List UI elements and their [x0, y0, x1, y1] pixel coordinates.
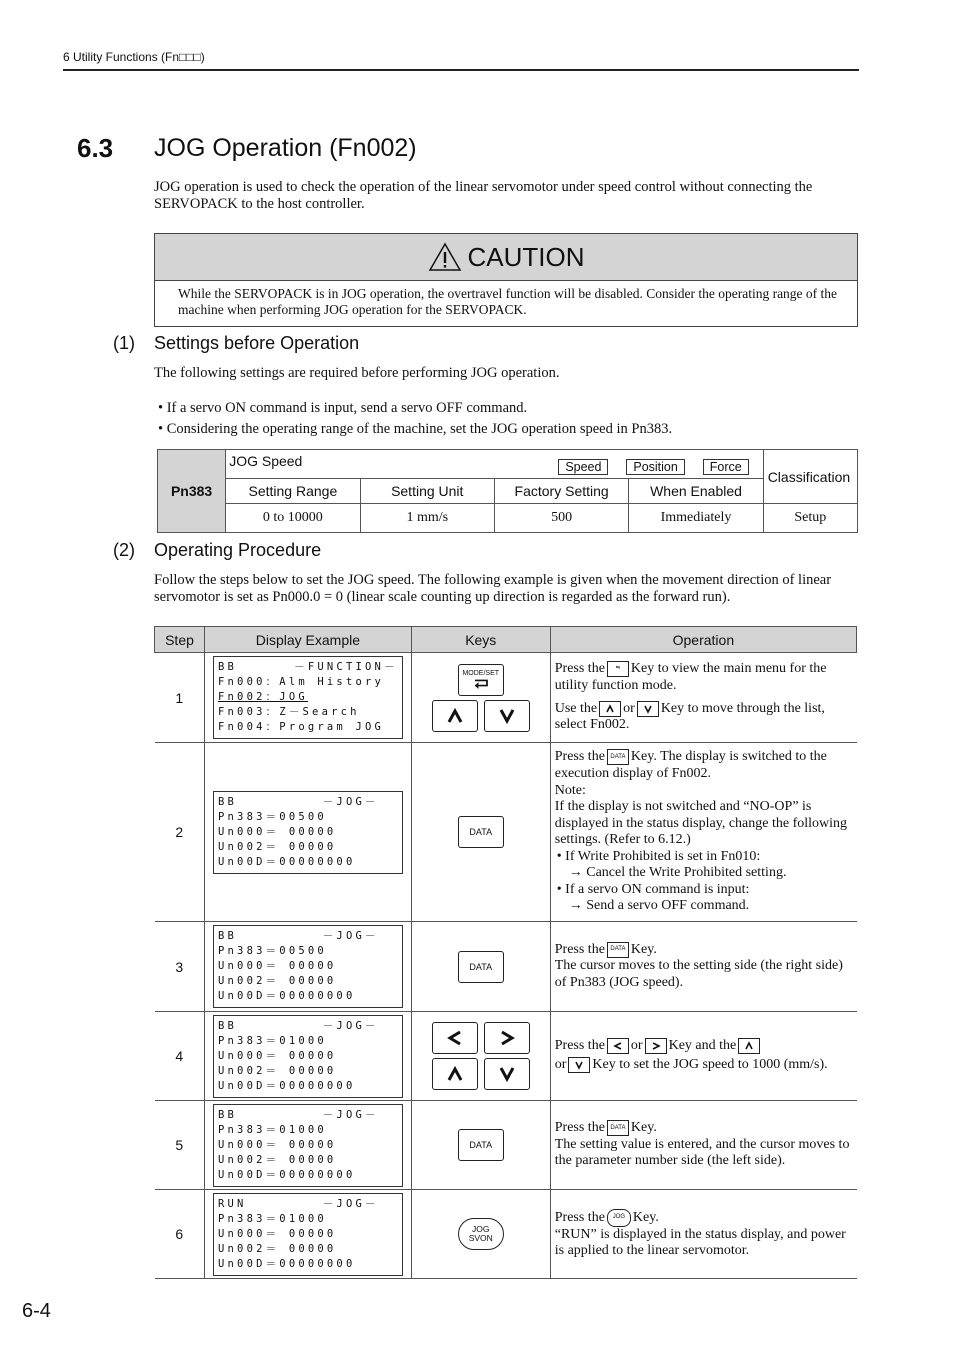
setting-range-header: Setting Range	[226, 479, 360, 504]
right-key[interactable]	[484, 1022, 530, 1054]
operation-cell: Press the DATA Key. The display is switched to the execution display of Fn002. Note: If the display is not switched and “NO-OP” is displayed in the status display, change the following settings. (Refer to 6.12.) • If Write Prohibited is set in Fn010: → Cancel the Write Prohibited setting. • If a servo ON command is input: → Send a servo OFF command.	[550, 743, 856, 922]
data-key-icon: DATA	[607, 749, 629, 765]
down-key-icon	[637, 701, 659, 717]
data-key[interactable]: DATA	[458, 816, 504, 848]
up-key[interactable]	[432, 700, 478, 732]
down-key-icon	[568, 1057, 590, 1073]
caution-header	[155, 234, 857, 281]
subsection-2-title: Operating Procedure	[154, 540, 322, 560]
parameter-name-cell	[226, 450, 764, 479]
step-header: Step	[155, 627, 205, 653]
keys-cell	[411, 1012, 550, 1101]
keys-header: Keys	[411, 627, 550, 653]
lcd-display: BB －JOG－ Pn383＝01000 Un000＝ 00000 Un002＝ 00000 Un00D＝00000000	[213, 1104, 403, 1187]
jog-svon-key[interactable]: JOG SVON	[458, 1218, 504, 1250]
right-arrow-icon	[496, 1028, 518, 1048]
mode-set-key[interactable]: MODE/SET	[458, 664, 504, 696]
bullet-item: • If a servo ON command is input, send a servo OFF command.	[158, 400, 528, 416]
left-key-icon	[607, 1038, 629, 1054]
operation-cell: Press the JOG Key. “RUN” is displayed in the status display, and power is applied to the linear servomotor.	[550, 1190, 856, 1279]
caution-title: CAUTION	[467, 241, 585, 272]
subsection-1-number: (1)	[113, 333, 135, 353]
data-key-icon: DATA	[607, 1120, 629, 1136]
subsection-2-lead: Follow the steps below to set the JOG speed. The following example is given when the movement direction of linear servomotor is set as Pn000.0 = 0 (linear scale counting up direction is regarded as the forward run).	[154, 572, 832, 605]
table-row	[155, 1012, 857, 1101]
cycle-icon	[470, 677, 492, 689]
procedure-table	[154, 626, 857, 1279]
setting-range-value: 0 to 10000	[226, 504, 360, 533]
step-number: 1	[155, 653, 205, 743]
setting-unit-value: 1 mm/s	[360, 504, 494, 533]
page-number: 6-4	[22, 1300, 51, 1322]
display-cell	[205, 1012, 412, 1101]
classification-header: Classification	[763, 450, 857, 504]
warning-icon	[428, 242, 462, 272]
factory-setting-value: 500	[494, 504, 628, 533]
data-key[interactable]: DATA	[458, 1129, 504, 1161]
jog-svon-key-icon: JOG	[607, 1209, 631, 1227]
operation-cell: Press the DATA Key. The cursor moves to the setting side (the right side) of Pn383 (JOG speed).	[550, 922, 856, 1012]
keys-cell	[411, 653, 550, 743]
table-row	[155, 1190, 857, 1279]
parameter-name: JOG Speed	[229, 453, 303, 469]
when-enabled-value: Immediately	[629, 504, 763, 533]
step-number: 3	[155, 922, 205, 1012]
up-key-icon	[738, 1038, 760, 1054]
classification-value: Setup	[763, 504, 857, 533]
down-key[interactable]	[484, 700, 530, 732]
data-key-icon: DATA	[607, 942, 629, 958]
lcd-display: BB －JOG－ Pn383＝01000 Un000＝ 00000 Un002＝ 00000 Un00D＝00000000	[213, 1015, 403, 1098]
lcd-display: BB －JOG－ Pn383＝00500 Un000＝ 00000 Un002＝ 00000 Un00D＝00000000	[213, 925, 403, 1008]
step-number: 5	[155, 1101, 205, 1190]
display-cell	[205, 653, 412, 743]
mode-set-key-icon: ⇆	[607, 661, 629, 677]
up-arrow-icon	[444, 1064, 466, 1084]
operation-cell: Press the DATA Key. The setting value is entered, and the cursor moves to the parameter number side (the left side).	[550, 1101, 856, 1190]
caution-box	[154, 233, 858, 327]
table-row	[155, 653, 857, 743]
up-arrow-icon	[444, 706, 466, 726]
keys-cell	[411, 922, 550, 1012]
display-cell	[205, 1101, 412, 1190]
down-key[interactable]	[484, 1058, 530, 1090]
display-header: Display Example	[205, 627, 412, 653]
operation-header: Operation	[550, 627, 856, 653]
display-cell	[205, 1190, 412, 1279]
table-row	[155, 1101, 857, 1190]
lcd-display: BB －JOG－ Pn383＝00500 Un000＝ 00000 Un002＝ 00000 Un00D＝00000000	[213, 791, 403, 874]
position-tag: Position	[626, 459, 684, 475]
operation-cell: Press the ⇆ Key to view the main menu for the utility function mode. Use the or Key to move through the list, select Fn002.	[550, 653, 856, 743]
operation-cell: Press the or Key and the or Key to set the JOG speed to 1000 (mm/s).	[550, 1012, 856, 1101]
down-arrow-icon	[496, 706, 518, 726]
subsection-2-number: (2)	[113, 540, 135, 560]
keys-cell	[411, 1101, 550, 1190]
step-number: 2	[155, 743, 205, 922]
parameter-table	[157, 449, 858, 533]
bullet-item: • Considering the operating range of the machine, set the JOG operation speed in Pn383.	[158, 421, 673, 437]
lcd-display: RUN －JOG－ Pn383＝01000 Un000＝ 00000 Un002＝ 00000 Un00D＝00000000	[213, 1193, 403, 1276]
up-key[interactable]	[432, 1058, 478, 1090]
section-number: 6.3	[77, 133, 114, 163]
caution-text: While the SERVOPACK is in JOG operation, the overtravel function will be disabled. Consider the operating range of the machine when performing JOG operation for the SERVOPACK.	[178, 286, 838, 317]
force-tag: Force	[703, 459, 749, 475]
left-key[interactable]	[432, 1022, 478, 1054]
data-key[interactable]: DATA	[458, 951, 504, 983]
intro-paragraph: JOG operation is used to check the operation of the linear servomotor under speed control without connecting the SERVOPACK to the host controller.	[154, 179, 813, 212]
lcd-display: BB －FUNCTION－ Fn000：Alm History Fn002：JOG Fn003：Z－Search Fn004：Program JOG	[213, 656, 403, 739]
table-row	[155, 922, 857, 1012]
speed-tag: Speed	[558, 459, 608, 475]
display-cell	[205, 922, 412, 1012]
right-key-icon	[645, 1038, 667, 1054]
step-number: 4	[155, 1012, 205, 1101]
display-cell	[205, 743, 412, 922]
subsection-1-title: Settings before Operation	[154, 333, 360, 353]
step-number: 6	[155, 1190, 205, 1279]
running-header: 6 Utility Functions (Fn□□□)	[63, 50, 205, 64]
up-key-icon	[599, 701, 621, 717]
when-enabled-header: When Enabled	[629, 479, 763, 504]
table-row	[155, 743, 857, 922]
section-title: JOG Operation (Fn002)	[154, 134, 417, 162]
keys-cell	[411, 1190, 550, 1279]
header-rule	[63, 69, 859, 71]
subsection-1-lead: The following settings are required before performing JOG operation.	[154, 365, 560, 381]
setting-unit-header: Setting Unit	[360, 479, 494, 504]
left-arrow-icon	[444, 1028, 466, 1048]
keys-cell	[411, 743, 550, 922]
parameter-label: Pn383	[158, 450, 226, 533]
down-arrow-icon	[496, 1064, 518, 1084]
factory-setting-header: Factory Setting	[494, 479, 628, 504]
